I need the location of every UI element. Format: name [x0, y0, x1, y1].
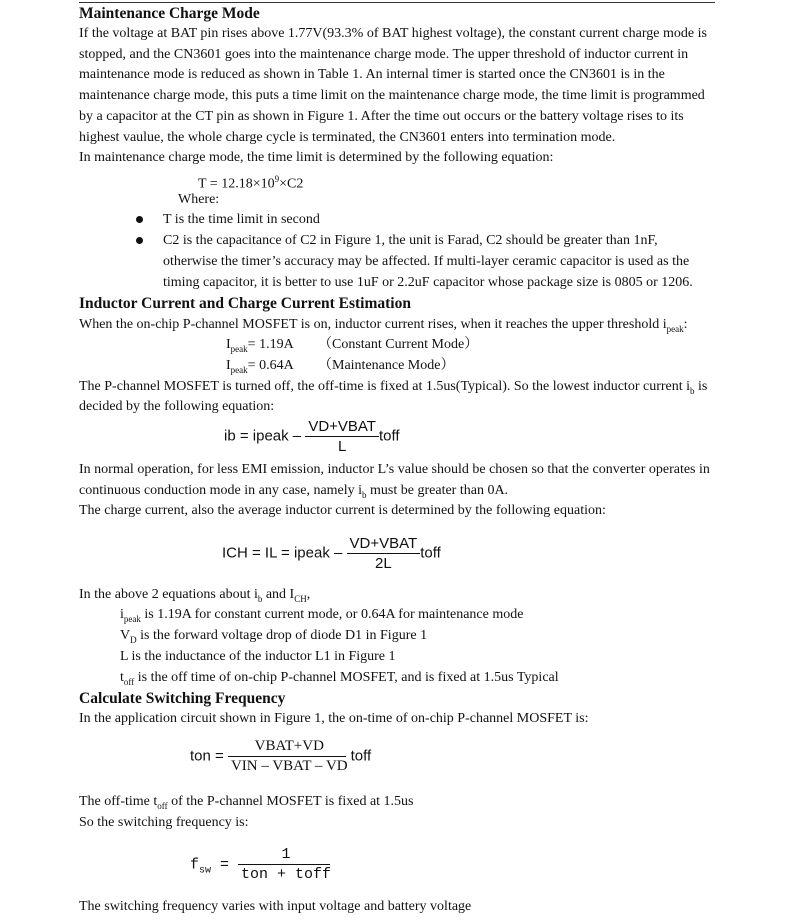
- bullet-icon: [136, 237, 143, 244]
- text-line: by a capacitor at the CT pin as shown in Figure 1. After the time out occurs or the battery voltage rises to its: [79, 109, 684, 124]
- equation-ib: ib = ipeak – $\frac{\text{VD+VBAT}}{L}$ toff: [224, 418, 400, 455]
- equation-fsw: $f_{sw}$ = $\frac{1}{\text{ton + toff}}$: [190, 846, 332, 883]
- ipeak-constant-current-mode: （Constant Current Mode）: [318, 337, 479, 352]
- bullet-text: C2 is the capacitance of C2 in Figure 1, the unit is Farad, C2 should be greater than 1nF,: [163, 233, 658, 248]
- top-rule: [79, 2, 715, 3]
- definition-toff: $t_{off}$ is the off time of on-chip P-channel MOSFET, and is fixed at 1.5us Typical: [120, 670, 559, 687]
- text-line: In the application circuit shown in Figure 1, the on-time of on-chip P-channel MOSFET is:: [79, 711, 589, 726]
- definition-ipeak: $i_{peak}$ is 1.19A for constant current mode, or 0.64A for maintenance mode: [120, 607, 524, 624]
- bullet-icon: [136, 216, 143, 223]
- bullet-text: timing capacitor, it is better to use 1uF or 2.2uF capacitor whose package size is 0805 or 1206.: [163, 275, 693, 290]
- text-line: If the voltage at BAT pin rises above 1.77V(93.3% of BAT highest voltage), the constant current charge mode is: [79, 26, 707, 41]
- text-line: In maintenance charge mode, the time limit is determined by the following equation:: [79, 150, 554, 165]
- text-line: The charge current, also the average inductor current is determined by the following equation:: [79, 503, 606, 518]
- time-limit-equation: $T = 12.18\times 10^9\times C2$: [198, 174, 304, 192]
- text-line: continuous conduction mode in any case, namely $i_b$ must be greater than 0A.: [79, 483, 509, 500]
- text-line: maintenance mode is reduced as shown in Table 1. An internal timer is started once the CN3601 is in the: [79, 67, 665, 82]
- text-line: The P-channel MOSFET is turned off, the off-time is fixed at 1.5us(Typical). So the lowest inductor current $i_b$ is: [79, 379, 708, 396]
- ipeak-constant-current: $I_{peak}= 1.19A$: [226, 337, 294, 354]
- bullet-text: otherwise the timer’s accuracy may be affected. If multi-layer ceramic capacitor is used as the: [163, 254, 690, 269]
- text-line: decided by the following equation:: [79, 399, 275, 414]
- where-label: Where:: [178, 192, 220, 207]
- heading-maintenance-charge-mode: Maintenance Charge Mode: [79, 5, 260, 22]
- bullet-text: T is the time limit in second: [163, 212, 320, 227]
- text-line: The switching frequency varies with input voltage and battery voltage: [79, 899, 472, 914]
- heading-inductor-current: Inductor Current and Charge Current Estimation: [79, 295, 411, 312]
- definition-vd: $V_D$ is the forward voltage drop of diode D1 in Figure 1: [120, 628, 428, 645]
- definition-l: L is the inductance of the inductor L1 in Figure 1: [120, 649, 396, 664]
- text-line: The off-time $t_{off}$ of the P-channel MOSFET is fixed at 1.5us: [79, 794, 414, 811]
- text-line: In normal operation, for less EMI emission, inductor L’s value should be chosen so that the converter operates in: [79, 462, 710, 477]
- heading-switching-frequency: Calculate Switching Frequency: [79, 690, 286, 707]
- ipeak-maintenance: $I_{peak}= 0.64A$: [226, 358, 294, 375]
- equation-ich: ICH = IL = ipeak – $\frac{\text{VD+VBAT}}{2L}$ toff: [222, 535, 441, 572]
- text-line: highest vaulue, the whole charge cycle is terminated, the CN3601 enters into termination mode.: [79, 130, 616, 145]
- text-line: In the above 2 equations about $i_b$ and $I_{CH}$,: [79, 587, 311, 604]
- text-line: stopped, and the CN3601 goes into the maintenance charge mode. The upper threshold of inductor current in: [79, 47, 689, 62]
- ipeak-maintenance-mode: （Maintenance Mode）: [318, 358, 455, 373]
- equation-ton: ton = $\frac{\text{VBAT+VD}}{\text{VIN – VBAT – VD}}$ toff: [190, 738, 372, 774]
- text-line: maintenance charge mode, this puts a time limit on the maintenance charge mode, the time limit is programmed: [79, 88, 705, 103]
- text-line: When the on-chip P-channel MOSFET is on, inductor current rises, when it reaches the upper threshold $i_{peak}$:: [79, 317, 688, 334]
- text-line: So the switching frequency is:: [79, 815, 249, 830]
